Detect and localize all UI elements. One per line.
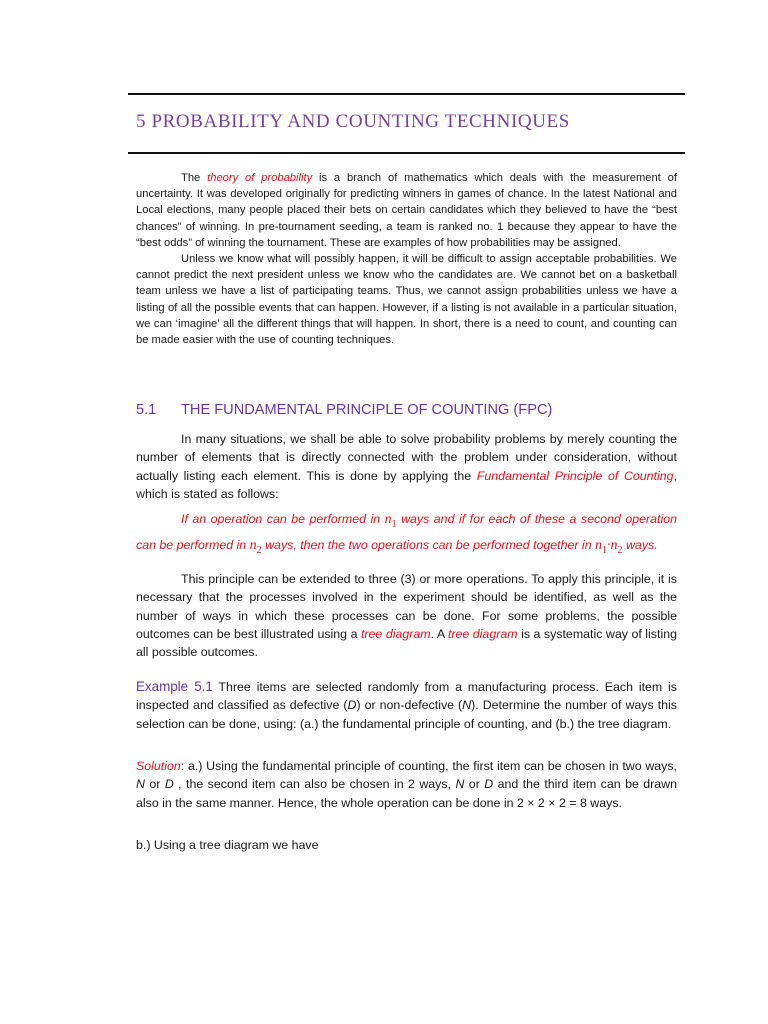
n-var: n (384, 512, 392, 527)
intro-text: The (181, 172, 208, 184)
example-5-1 (136, 678, 677, 733)
subscript-1: 1 (391, 518, 397, 530)
intro-paragraph-2: Unless we know what will possibly happen, it will be difficult to assign acceptable probabilities. We cannot predict the next president unless we know who the candidates are. We cannot bet on a basketball team unless we have a list of participating teams. Thus, we cannot assign probabilities unless we have a listing of all the possible events that can happen. However, if a listing is not available in a particular situation, we can ‘imagine’ all the different things that will happen. In short, there is a need to count, and counting can be made easier with the use of counting techniques. (136, 253, 677, 347)
theory-of-probability-term: theory of probability (207, 172, 313, 184)
chapter-number: 5 (136, 111, 147, 132)
fpc-rule-statement (136, 509, 677, 561)
intro-text: is a branch of mathematics which deals with the measurement of uncertainty. It was developed originally for predicting winners in games of chance. In the latest National and Local elections, many people placed their bets on certain candidates which they believed to have the “best chances” of winning. In pre-tournament seeding, a team is ranked no. 1 because they appear to have the “best odds” of winning the tournament. These are examples of how probabilities may be assigned. (136, 172, 677, 249)
bottom-rule (128, 152, 685, 154)
non-defective-symbol: N (462, 698, 472, 713)
d-symbol: D (164, 777, 174, 792)
section-title: THE FUNDAMENTAL PRINCIPLE OF COUNTING (FPC) (181, 402, 553, 418)
n-symbol: N (455, 777, 465, 792)
top-rule (128, 93, 685, 95)
n1-symbol (384, 512, 397, 530)
fpc-text: is a systematic way of listing all possible outcomes. (136, 626, 677, 660)
solution-label: Solution (136, 759, 181, 773)
rule-text: ways, then the two operations can be performed together in (261, 537, 596, 552)
d-symbol: D (484, 777, 494, 792)
example-text: ) or non-defective ( (356, 698, 463, 713)
solution-text: and the third item can be drawn also in the same manner. Hence, the whole operation can be done in 2 × 2 × 2 = 8 ways. (136, 777, 678, 810)
rule-text: ways and if for each of these a second operation can be performed in (136, 512, 677, 552)
n1-dot-n2-symbol (595, 537, 623, 556)
n2-symbol (249, 537, 262, 556)
solution-part-a (136, 757, 677, 812)
intro-section (136, 170, 677, 348)
fpc-text: This principle can be extended to three (3) or more operations. To apply this principle, it is necessary that the processes involved in the experiment should be identified, as well as the number of ways in which these processes can be done. For some problems, the possible outcomes can be best illustrated using a (136, 572, 677, 641)
solution-part-b: b.) Using a tree diagram we have (136, 838, 319, 852)
rule-text: ways. (622, 537, 658, 552)
example-text: Three items are selected randomly from a manufacturing process. Each item is inspected and classified as defective ( (136, 680, 677, 713)
chapter-title-text: PROBABILITY AND COUNTING TECHNIQUES (151, 111, 570, 132)
chapter-title (136, 111, 570, 133)
n-symbol: N (136, 777, 145, 792)
tree-diagram-term: tree diagram (360, 626, 431, 641)
fpc-paragraph-1 (136, 430, 677, 503)
solution-text: or (144, 777, 165, 792)
subscript-1: 1 (602, 544, 608, 556)
example-text: ). Determine the number of ways this selection can be done, using: (a.) the fundamental principle of counting, and (b.) the tree diagram. (136, 698, 677, 731)
subscript-2: 2 (256, 544, 262, 556)
fpc-text: . A (430, 626, 448, 641)
example-label: Example 5.1 (136, 679, 213, 694)
n-var: n (595, 537, 603, 553)
fpc-paragraph-2 (136, 570, 677, 661)
solution-text: or (464, 777, 485, 792)
subscript-2: 2 (617, 544, 623, 556)
section-heading (136, 402, 552, 418)
n-var: n (610, 537, 618, 553)
intro-paragraph-1 (136, 170, 677, 251)
n-var: n (249, 537, 257, 553)
dot-operator: · (607, 537, 611, 553)
defective-symbol: D (347, 698, 357, 713)
fpc-text: , which is stated as follows: (136, 468, 678, 501)
fpc-term: Fundamental Principle of Counting (476, 468, 674, 483)
fpc-text: In many situations, we shall be able to solve probability problems by merely counting the number of elements that is directly connected with the problem under consideration, without actually listing each element. This is done by applying the (136, 432, 677, 483)
solution-text: : a.) Using the fundamental principle of counting, the first item can be chosen in two ways, (180, 759, 677, 773)
tree-diagram-term: tree diagram (447, 626, 518, 641)
rule-text: If an operation can be performed in (181, 512, 385, 526)
section-number: 5.1 (136, 402, 157, 418)
solution-text: , the second item can also be chosen in 2 ways, (173, 777, 456, 792)
